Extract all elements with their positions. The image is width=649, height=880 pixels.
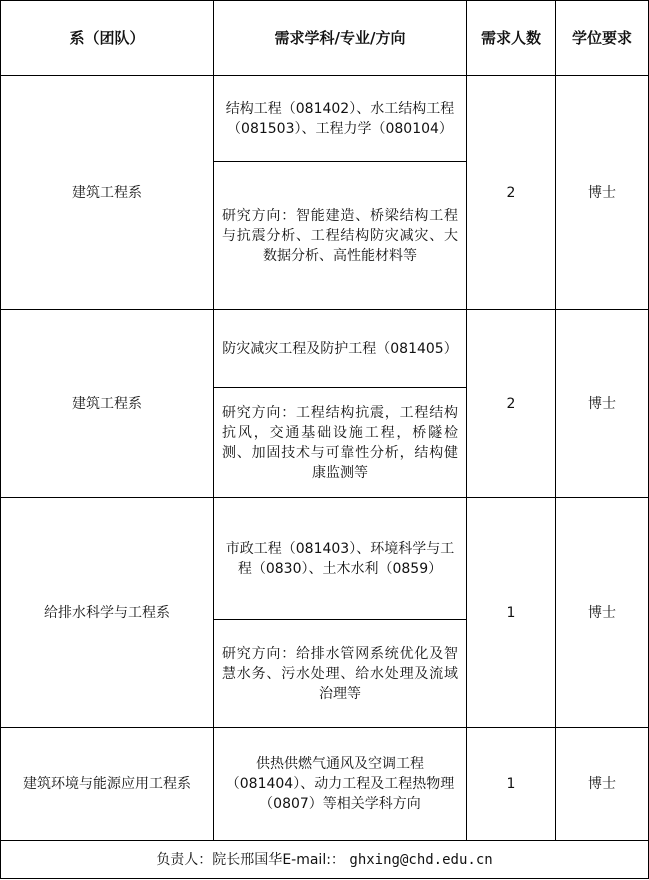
subject-cell: 供热供燃气通风及空调工程（081404）、动力工程及工程热物理（0807）等相关学科方向 <box>214 728 467 841</box>
degree-cell: 博士 <box>556 498 649 728</box>
direction-cell: 研究方向：工程结构抗震，工程结构抗风，交通基础设施工程，桥隧检测、加固技术与可靠性分析，结构健康监测等 <box>214 388 467 498</box>
direction-cell: 研究方向：给排水管网系统优化及智慧水务、污水处理、给水处理及流域治理等 <box>214 620 467 728</box>
subject-cell: 市政工程（081403）、环境科学与工程（0830）、土木水利（0859） <box>214 498 467 620</box>
table-row <box>1 310 649 388</box>
email-value: ghxing@chd.edu.cn <box>349 851 493 868</box>
dept-cell: 建筑环境与能源应用工程系 <box>1 728 214 841</box>
header-count: 需求人数 <box>467 1 556 76</box>
header-row <box>1 1 649 76</box>
dept-cell: 建筑工程系 <box>1 76 214 310</box>
count-cell: 2 <box>467 76 556 310</box>
table-row <box>1 498 649 620</box>
footer-row <box>1 841 649 879</box>
count-cell: 2 <box>467 310 556 498</box>
dept-cell: 建筑工程系 <box>1 310 214 498</box>
count-cell: 1 <box>467 498 556 728</box>
table-row <box>1 728 649 841</box>
email-label: E-mail:： <box>282 851 345 868</box>
contact-label: 负责人：院长邢国华 <box>156 851 283 868</box>
header-subject: 需求学科/专业/方向 <box>214 1 467 76</box>
header-dept: 系（团队） <box>1 1 214 76</box>
contact-cell <box>1 841 649 879</box>
subject-cell: 结构工程（081402）、水工结构工程（081503）、工程力学（080104） <box>214 76 467 162</box>
subject-cell: 防灾减灾工程及防护工程（081405） <box>214 310 467 388</box>
count-cell: 1 <box>467 728 556 841</box>
direction-cell: 研究方向：智能建造、桥梁结构工程与抗震分析、工程结构防灾减灾、大数据分析、高性能材料等 <box>214 162 467 310</box>
degree-cell: 博士 <box>556 728 649 841</box>
dept-cell: 给排水科学与工程系 <box>1 498 214 728</box>
header-degree: 学位要求 <box>556 1 649 76</box>
degree-cell: 博士 <box>556 76 649 310</box>
degree-cell: 博士 <box>556 310 649 498</box>
table-row <box>1 76 649 162</box>
